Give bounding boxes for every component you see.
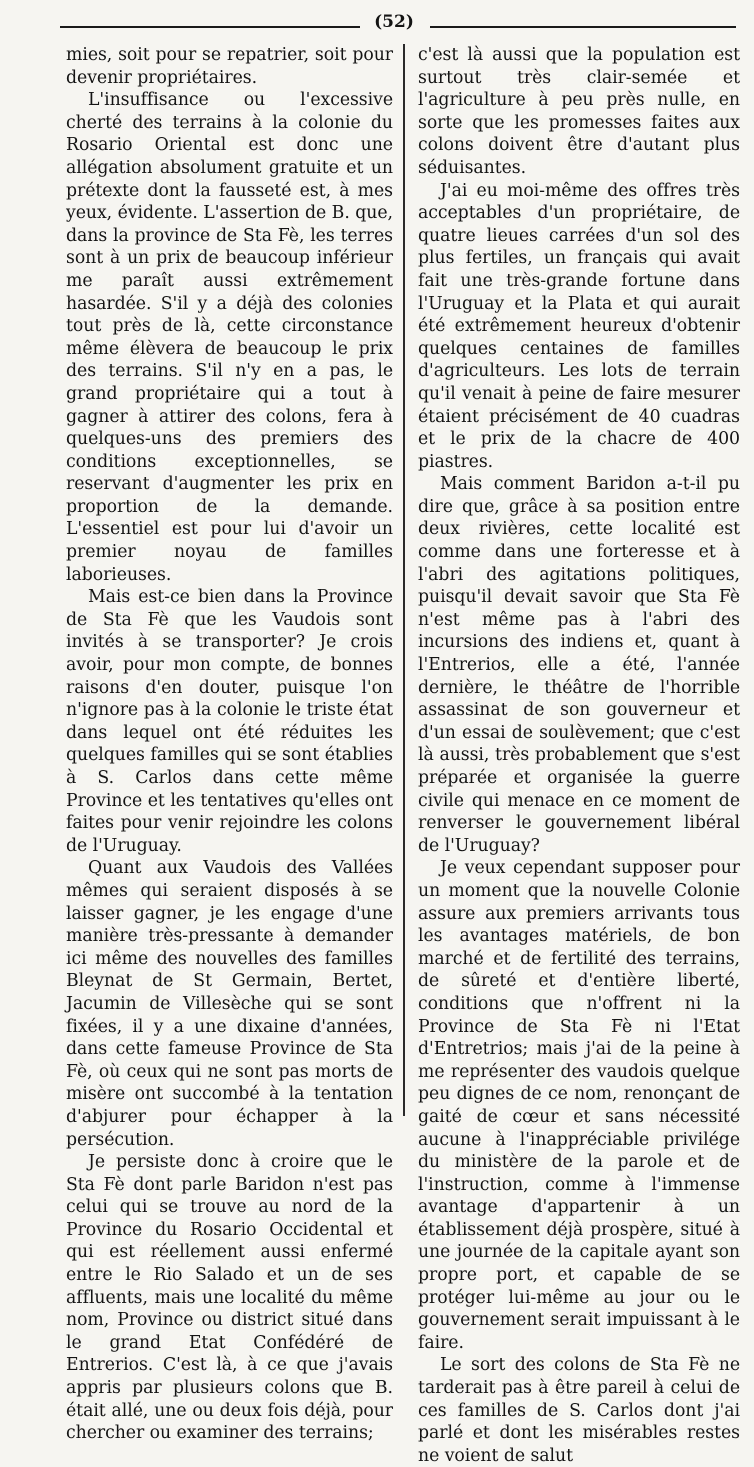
- paragraph: Mais est-ce bien dans la Province de Sta Fè que les Vaudois sont invités à se transporter? Je crois avoir, pour mon compte, de bonnes raisons d'en douter, puisque l'on n'ignore pas à la colonie le triste état dans lequel ont été réduites les quelques familles qui se sont établies à S. Carlos dans cette même Province et les tentatives qu'elles ont faites pour venir rejoindre les colons de l'Uruguay.: [66, 587, 393, 856]
- paragraph: Je veux cependant supposer pour un moment que la nouvelle Colonie assure aux premiers arrivants tous les avantages matériels, de bon marché et de fertilité des terrains, de sûreté et d'entière liberté, conditions que n'offrent ni la Province de Sta Fè ni l'Etat d'Entretrios; mais j'ai de la peine à me représenter des vaudois quelque peu dignes de ce nom, renonçant de gaité de cœur et sans nécessité aucune à l'inappréciable privilége du ministère de la parole et de l'instruction, comme à l'immense avantage d'appartenir à un établissement déjà prospère, situé à une journée de la capitale ayant son propre port, et capable de se protéger lui-même au jour ou le gouvernement serait impuissant à le faire.: [418, 858, 740, 1353]
- header-rule-right: [430, 26, 736, 28]
- left-column: [66, 44, 393, 1445]
- paragraph: L'insuffisance ou l'excessive cherté des terrains à la colonie du Rosario Oriental est donc une allégation absolument gratuite et un prétexte dont la fausseté est, à mes yeux, évidente. L'assertion de B. que, dans la province de Sta Fè, les terres sont à un prix de beaucoup inférieur me paraît aussi extrêmement hasardée. S'il y a déjà des colonies tout près de là, cette circonstance même élèvera de beaucoup le prix des terrains. S'il n'y en a pas, le grand propriétaire qui a tout à gagner à attirer des colons, fera à quelques-uns des premiers des conditions exceptionnelles, se reservant d'augmenter les prix en proportion de la demande. L'essentiel est pour lui d'avoir un premier noyau de familles laborieuses.: [66, 90, 393, 585]
- header-rule-left: [60, 26, 360, 28]
- paragraph: Mais comment Baridon a-t-il pu dire que, grâce à sa position entre deux rivières, cette localité est comme dans une forteresse et à l'abri des agitations politiques, puisqu'il devait savoir que Sta Fè n'est même pas à l'abri des incursions des indiens et, quant à l'Entrerios, elle a été, l'année dernière, le théâtre de l'horrible assassinat de son gouverneur et d'un essai de soulèvement; que c'est là aussi, très probablement que s'est préparée et organisée la guerre civile qui menace en ce moment de renverser le gouvernement libéral de l'Uruguay?: [418, 474, 740, 856]
- right-column: [418, 44, 740, 1467]
- paragraph: Le sort des colons de Sta Fè ne tarderait pas à être pareil à celui de ces familles de S. Carlos dont j'ai parlé et dont les misérables restes ne voient de salut: [418, 1355, 740, 1466]
- paragraph: J'ai eu moi-même des offres très acceptables d'un propriétaire, de quatre lieues carrées d'un sol des plus fertiles, un français qui avait fait une très-grande fortune dans l'Uruguay et la Plata et qui aurait été extrêmement heureux d'obtenir quelques centaines de familles d'agriculteurs. Les lots de terrain qu'il venait à peine de faire mesurer étaient précisément de 40 cuadras et le prix de la chacre de 400 piastres.: [418, 180, 740, 472]
- page-header: [60, 8, 736, 36]
- paragraph: mies, soit pour se repatrier, soit pour devenir propriétaires.: [66, 45, 393, 88]
- page-number: (52): [374, 12, 414, 32]
- paragraph: Quant aux Vaudois des Vallées mêmes qui seraient disposés à se laisser gagner, je les engage d'une manière très-pressante à demander ici même des nouvelles des familles Bleynat de St Germain, Bertet, Jacumin de Villesèche qui se sont fixées, il y a une dixaine d'années, dans cette fameuse Province de Sta Fè, où ceux qui ne sont pas morts de misère ont succombé à la tentation d'abjurer pour échapper à la persécution.: [66, 858, 393, 1150]
- paragraph: c'est là aussi que la population est surtout très clair-semée et l'agriculture à peu près nulle, en sorte que les promesses faites aux colons doivent être d'autant plus séduisantes.: [418, 45, 740, 178]
- paragraph: Je persiste donc à croire que le Sta Fè dont parle Baridon n'est pas celui qui se trouve au nord de la Province du Rosario Occidental et qui est réellement aussi enfermé entre le Rio Salado et un de ses affluents, mais une localité du même nom, Province ou district situé dans le grand Etat Confédéré de Entrerios. C'est là, à ce que j'avais appris par plusieurs colons que B. était allé, une ou deux fois déjà, pour chercher ou examiner des terrains;: [66, 1152, 393, 1444]
- column-divider: [403, 44, 405, 1116]
